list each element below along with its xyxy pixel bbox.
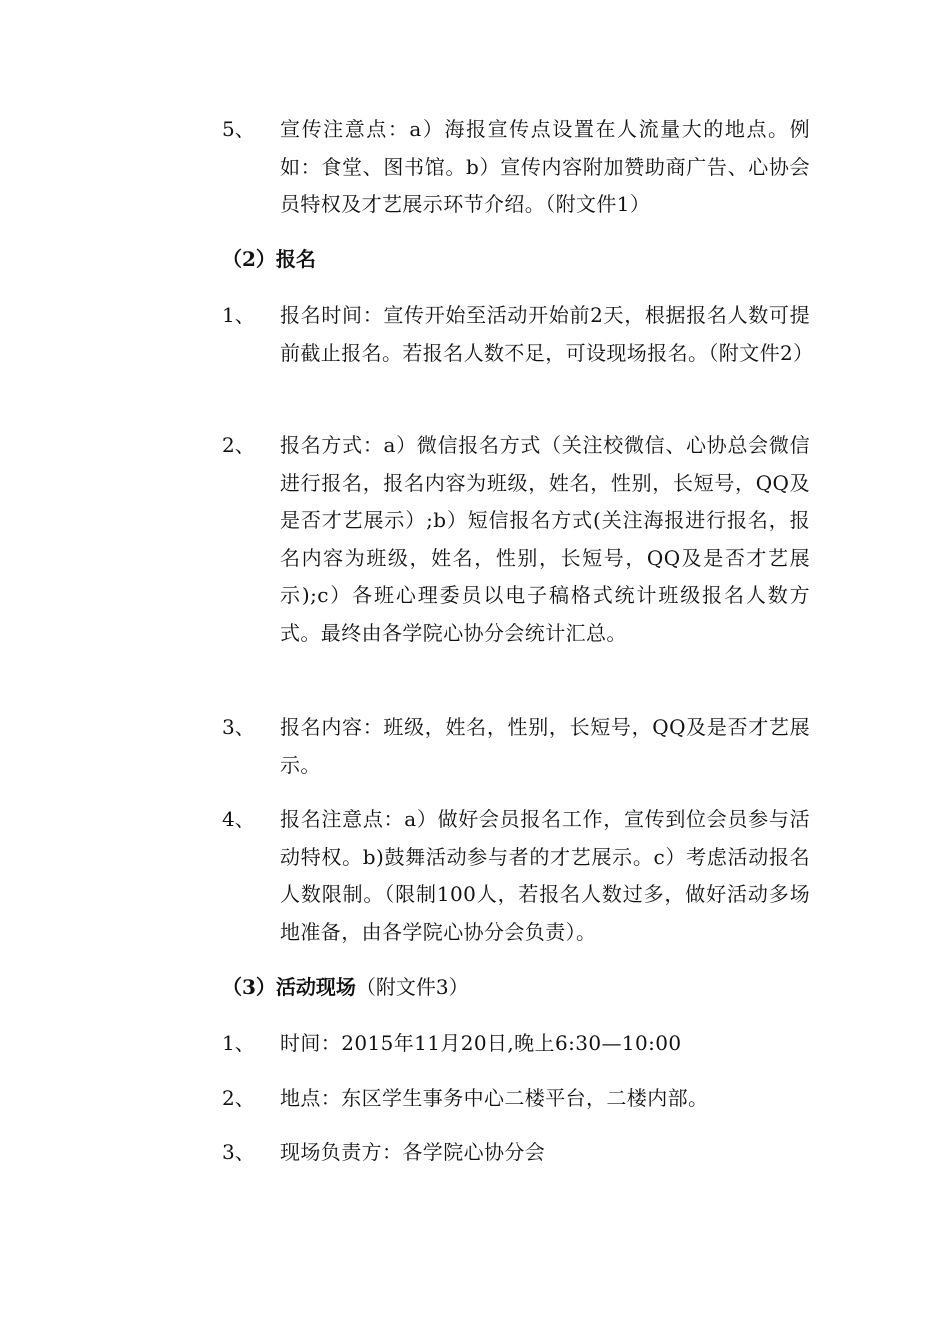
signup-item-4 — [222, 801, 812, 951]
item-text: 时间：2015年11月20日,晚上6:30—10:00 — [280, 1031, 682, 1055]
item-number: 1、 — [222, 303, 255, 327]
venue-heading-text: （3）活动现场 — [222, 975, 356, 999]
venue-item-1 — [222, 1025, 812, 1063]
item-number: 5、 — [222, 117, 255, 141]
publicity-item-5 — [222, 111, 812, 224]
item-text: 报名内容：班级，姓名，性别，长短号，QQ及是否才艺展示。 — [280, 715, 810, 777]
venue-item-2 — [222, 1080, 812, 1118]
signup-item-1 — [222, 297, 812, 372]
signup-item-2 — [222, 427, 812, 652]
item-number: 3、 — [222, 715, 255, 739]
item-text: 地点：东区学生事务中心二楼平台，二楼内部。 — [280, 1086, 709, 1110]
signup-heading — [222, 241, 812, 279]
item-number: 1、 — [222, 1031, 255, 1055]
item-number: 2、 — [222, 433, 255, 457]
item-text: 现场负责方：各学院心协分会 — [280, 1140, 546, 1164]
item-number: 3、 — [222, 1140, 255, 1164]
item-text: 报名时间：宣传开始至活动开始前2天，根据报名人数可提前截止报名。若报名人数不足，可设现场报名。（附文件2） — [280, 303, 814, 365]
item-text: 报名方式：a）微信报名方式（关注校微信、心协总会微信进行报名，报名内容为班级，姓名，性别，长短号，QQ及是否才艺展示）;b）短信报名方式(关注海报进行报名，报名内容为班级，姓名，性别，长短号，QQ及是否才艺展示);c）各班心理委员以电子稿格式统计班级报名人数方式。最终由各学院心协分会统计汇总。 — [280, 433, 810, 645]
item-number: 2、 — [222, 1086, 255, 1110]
venue-heading-note: （附文件3） — [355, 975, 469, 999]
venue-item-3 — [222, 1134, 812, 1172]
signup-item-3 — [222, 709, 812, 784]
signup-heading-text: （2）报名 — [222, 247, 316, 271]
item-text: 报名注意点：a）做好会员报名工作，宣传到位会员参与活动特权。b)鼓舞活动参与者的才艺展示。c）考虑活动报名人数限制。（限制100人，若报名人数过多，做好活动多场地准备，由各学院心协分会负责）。 — [280, 807, 810, 944]
item-text: 宣传注意点：a）海报宣传点设置在人流量大的地点。例如：食堂、图书馆。b）宣传内容附加赞助商广告、心协会员特权及才艺展示环节介绍。（附文件1） — [280, 117, 810, 216]
item-number: 4、 — [222, 807, 255, 831]
venue-heading — [222, 969, 812, 1007]
